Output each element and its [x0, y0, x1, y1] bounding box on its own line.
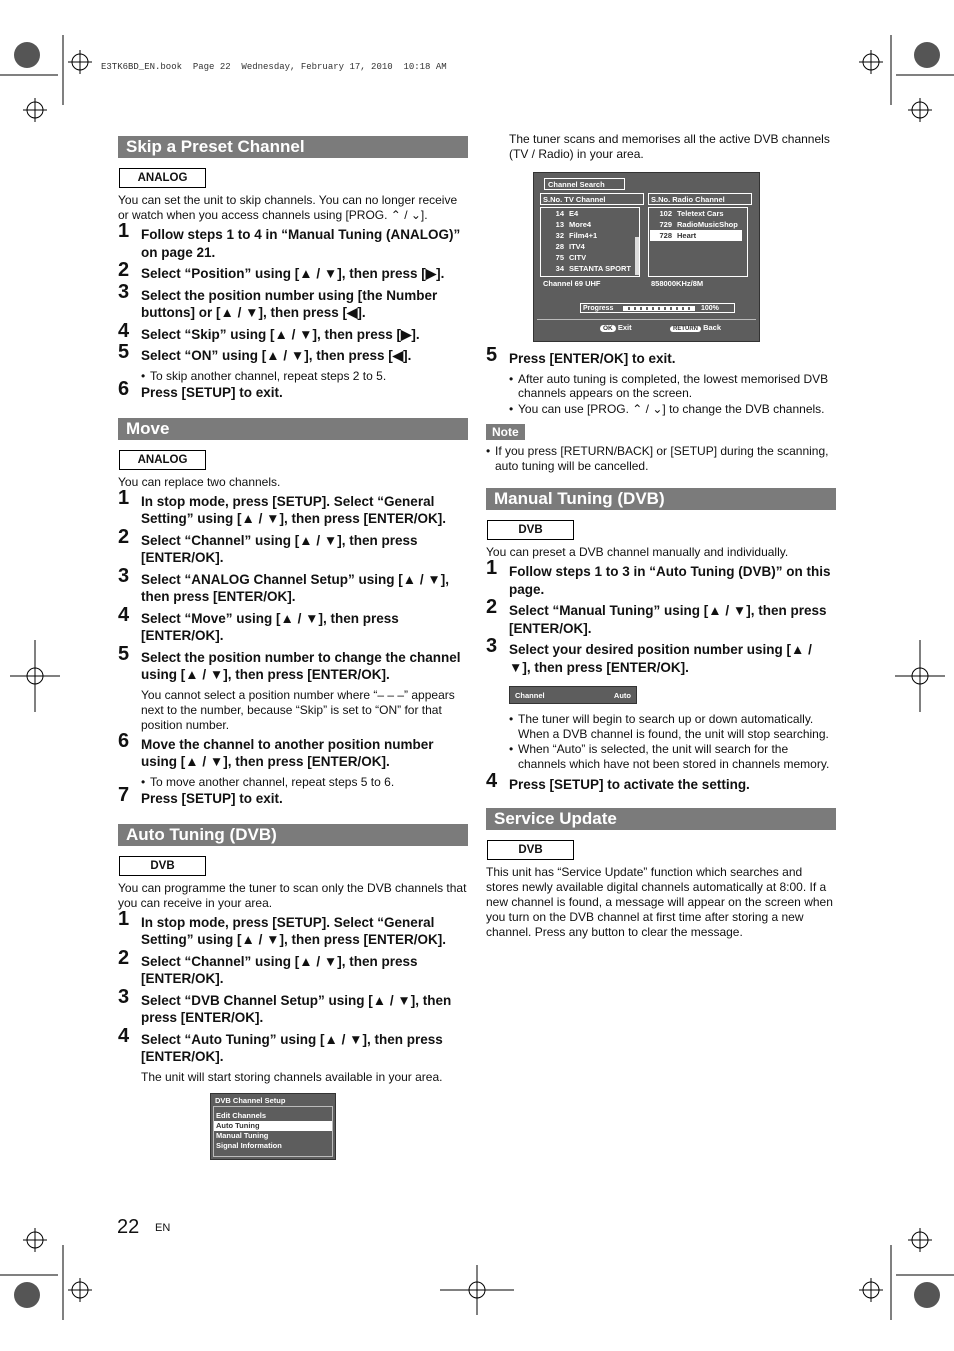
menu-item[interactable]: Manual Tuning — [216, 1130, 269, 1140]
scan-title: Channel Search — [544, 178, 625, 190]
skip-steps — [118, 220, 468, 365]
menu-item[interactable]: Edit Channels — [216, 1110, 267, 1120]
skip-step-6: 6 Press [SETUP] to exit. — [118, 378, 283, 400]
step-item: 2 Select “Manual Tuning” using [▲ / ▼], then press [ENTER/OK]. — [486, 596, 827, 636]
step-item: 4 Select “Auto Tuning” using [▲ / ▼], then press [ENTER/OK]. — [118, 1024, 443, 1064]
manual-section-title: Manual Tuning (DVB) — [486, 488, 836, 510]
manual-step-4: 4 Press [SETUP] to activate the setting. — [486, 770, 750, 792]
dvb-badge: DVB — [119, 856, 206, 876]
auto-steps — [118, 907, 468, 1066]
channel-readout: Channel 69 UHF — [543, 279, 601, 288]
service-text: This unit has “Service Update” function which searches and stores newly available digital channels automatically at 8:00. If a new channel is found, a message will appear on the screen when you turn on the DVB channel at first time after storing a new channel. Press any button to clear the message. — [486, 864, 833, 939]
skip-section-title: Skip a Preset Channel — [118, 136, 468, 158]
note-label: Note — [486, 424, 525, 440]
step-item: 2 Select “Channel” using [▲ / ▼], then press [ENTER/OK]. — [118, 525, 418, 565]
frequency-readout: 858000KHz/8M — [651, 279, 704, 288]
step-item: 3 Select the position number using [the Number buttons] or [▲ / ▼], then press [◀]. — [118, 280, 438, 320]
manual-step3-bullet: • The tuner will begin to search up or down automatically. When a DVB channel is found, the unit will stop searching. — [486, 712, 836, 741]
move-intro: You can replace two channels. — [118, 474, 281, 489]
auto-section-title: Auto Tuning (DVB) — [118, 824, 468, 846]
step-item: 3 Select your desired position number using [▲ / ▼], then press [ENTER/OK]. — [486, 635, 812, 675]
step-item: 1 Follow steps 1 to 3 in “Auto Tuning (DVB)” on this page. — [486, 557, 831, 597]
dvb-channel-setup-menu — [210, 1093, 336, 1160]
channel-row: 34 SETANTA SPORT — [555, 264, 631, 273]
channel-row: 75 CITV — [555, 253, 587, 262]
skip-step5-note: • To skip another channel, repeat steps 2 to 5. — [118, 369, 468, 384]
left-column — [118, 136, 468, 1160]
move-step-6: 6 Move the channel to another position number using [▲ / ▼], then press [ENTER/OK]. — [118, 729, 434, 769]
service-section-title: Service Update — [486, 808, 836, 830]
page-language: EN — [155, 1222, 171, 1234]
channel-row: 28 ITV4 — [555, 242, 585, 251]
step-item: 1 In stop mode, press [SETUP]. Select “General Setting” using [▲ / ▼], then press [ENTER/OK]. — [118, 907, 446, 947]
step-item: 2 Select “Position” using [▲ / ▼], then press [▶]. — [118, 259, 445, 281]
move-steps — [118, 486, 468, 684]
channel-row: 102 Teletext Cars — [659, 209, 724, 218]
analog-badge: ANALOG — [119, 450, 206, 470]
dvb-badge: DVB — [487, 840, 574, 860]
step-item: 1 Follow steps 1 to 4 in “Manual Tuning (ANALOG)” on page 21. — [118, 220, 461, 260]
radio-list — [648, 207, 748, 277]
move-section-title: Move — [118, 418, 468, 440]
step-item: 3 Select “ANALOG Channel Setup” using [▲ / ▼], then press [ENTER/OK]. — [118, 564, 449, 604]
move-step6-note: • To move another channel, repeat steps 5 to 6. — [118, 775, 468, 790]
skip-intro: You can set the unit to skip channels. You can no longer receive or watch when you access channels using [PROG. ⌃ / ⌄]. — [118, 193, 458, 222]
scan-step5-bullet: • After auto tuning is completed, the lowest memorised DVB channels appears on the screen. — [486, 372, 836, 401]
manual-steps — [486, 557, 836, 676]
tv-header: S.No. TV Channel — [540, 193, 644, 205]
step-item: 2 Select “Channel” using [▲ / ▼], then press [ENTER/OK]. — [118, 946, 418, 986]
print-header: E3TK6BD_EN.book Page 22 Wednesday, February 17, 2010 10:18 AM — [101, 62, 447, 72]
analog-badge: ANALOG — [119, 168, 206, 188]
manual-step3-bullet: • When “Auto” is selected, the unit will search for the channels which have not been stored in channels memory. — [486, 742, 836, 771]
step-item: 3 Select “DVB Channel Setup” using [▲ / ▼], then press [ENTER/OK]. — [118, 985, 452, 1025]
dvb-badge: DVB — [487, 520, 574, 540]
channel-row: 729 RadioMusicShop — [659, 220, 738, 229]
auto-intro: You can programme the tuner to scan only the DVB channels that you can receive in your area. — [118, 880, 467, 910]
menu-title: DVB Channel Setup — [215, 1095, 286, 1105]
step-item: 1 In stop mode, press [SETUP]. Select “General Setting” using [▲ / ▼], then press [ENTER/OK]. — [118, 486, 446, 526]
scan-intro: The tuner scans and memorises all the active DVB channels (TV / Radio) in your area. — [509, 132, 830, 161]
step-item: 5 Select “ON” using [▲ / ▼], then press [◀]. — [118, 341, 412, 363]
ok-button-icon: OK — [600, 325, 616, 332]
back-hint: RETURN Back — [670, 323, 721, 332]
step-item: 4 Select “Skip” using [▲ / ▼], then press [▶]. — [118, 319, 420, 342]
scan-step-5: 5 Press [ENTER/OK] to exit. — [486, 344, 676, 366]
note-text: • If you press [RETURN/BACK] or [SETUP] during the scanning, auto tuning will be cancelled. — [486, 444, 836, 473]
channel-row: 728 Heart — [650, 230, 742, 241]
menu-item[interactable]: Auto Tuning — [214, 1121, 332, 1131]
progress-bar: Progress 100% — [580, 303, 735, 313]
tv-list — [540, 207, 640, 277]
move-step-7: 7 Press [SETUP] to exit. — [118, 784, 283, 806]
menu-item[interactable]: Signal Information — [216, 1140, 282, 1150]
step-item: 4 Select “Move” using [▲ / ▼], then press [ENTER/OK]. — [118, 603, 399, 643]
scan-step5-bullet: • You can use [PROG. ⌃ / ⌄] to change the DVB channels. — [486, 402, 836, 417]
radio-header: S.No. Radio Channel — [648, 193, 752, 205]
exit-hint: OK Exit — [600, 323, 632, 332]
channel-row: 14 E4 — [555, 209, 579, 218]
channel-row: 13 More4 — [555, 220, 592, 229]
right-column — [486, 132, 836, 943]
manual-intro: You can preset a DVB channel manually and individually. — [486, 545, 789, 559]
move-step5-note: You cannot select a position number where “– – –” appears next to the number, because “Skip” is set to “ON” for that position number. — [141, 687, 455, 732]
auto-step4-note: The unit will start storing channels available in your area. — [141, 1069, 443, 1084]
channel-row: 32 Film4+1 — [555, 231, 598, 240]
step-item: 5 Select the position number to change the channel using [▲ / ▼], then press [ENTER/OK]. — [118, 642, 461, 682]
channel-search-screen — [533, 172, 760, 342]
return-button-icon: RETURN — [670, 326, 701, 332]
channel-auto-bar: Channel Auto — [509, 686, 637, 704]
page-number: 22 — [117, 1216, 140, 1238]
